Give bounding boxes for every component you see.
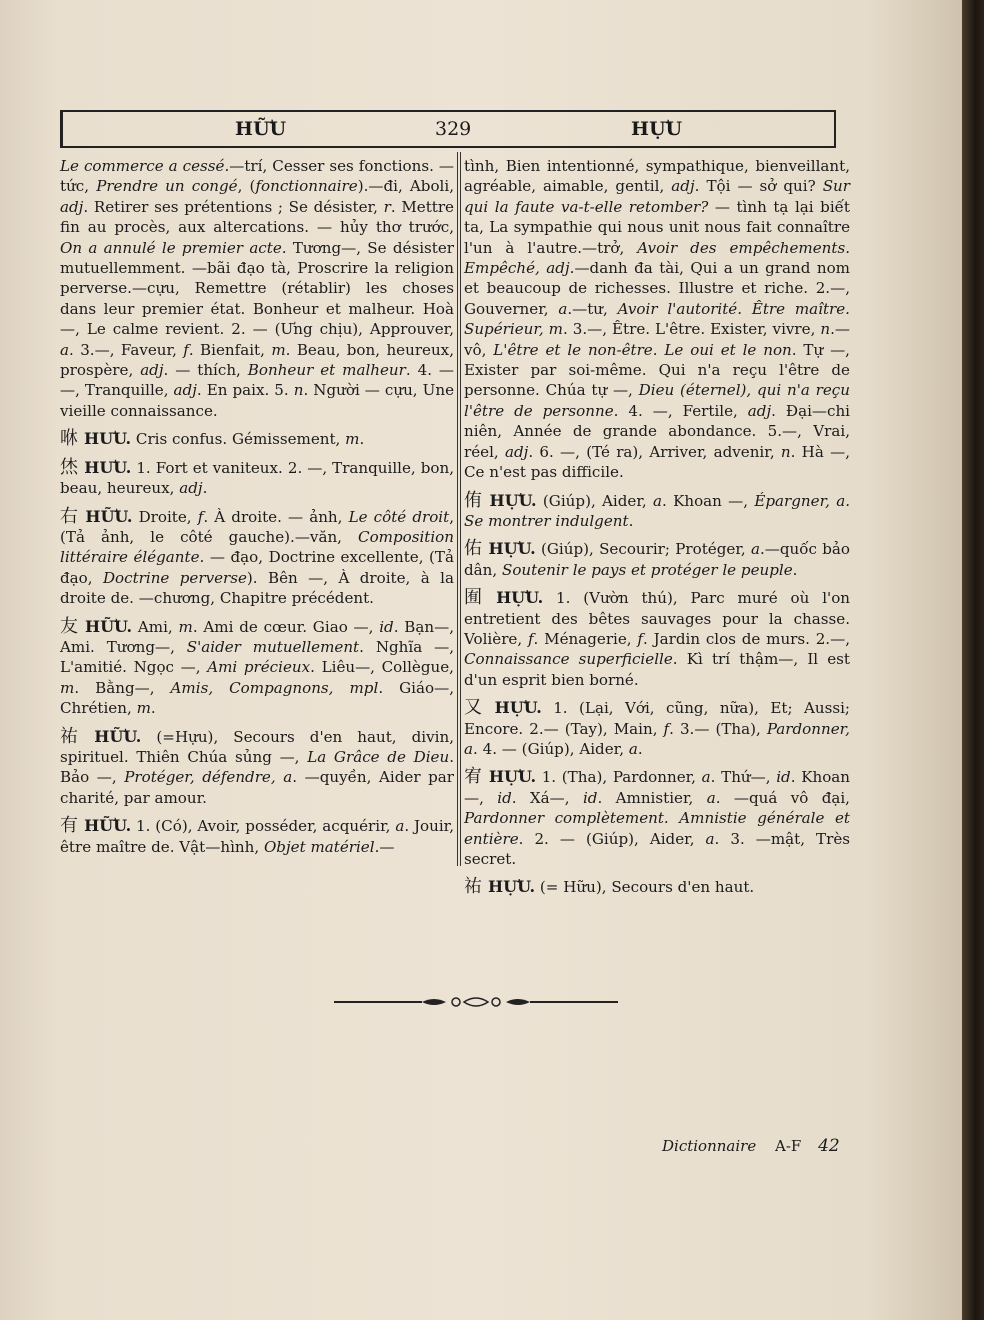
italic-text: id: [379, 617, 394, 636]
italic-text: adj: [504, 442, 529, 461]
italic-text: Ami précieux: [207, 658, 311, 677]
dictionary-entry: [60, 816, 454, 857]
italic-text: n: [780, 442, 791, 461]
ornament-rule-icon: [334, 992, 618, 1012]
italic-text: fonctionnaire: [255, 177, 358, 196]
headword-character: 咻: [60, 428, 78, 450]
header-left-word: HỮU: [235, 118, 287, 140]
entry-text: . Retirer ses prétentions ; Se désister,: [83, 197, 384, 216]
entry-text: (Giúp), Aider,: [536, 491, 653, 510]
italic-text: f: [183, 340, 189, 359]
italic-text: id: [497, 788, 512, 807]
italic-text: adj: [140, 361, 164, 380]
italic-text: Le commerce a cessé.: [60, 157, 230, 175]
headword-character: 右: [60, 505, 80, 527]
italic-text: adj: [179, 479, 203, 498]
dictionary-entry: [60, 429, 454, 449]
entry-text: .: [628, 511, 634, 530]
entry-text: . 4. —, Fertile,: [613, 401, 748, 420]
entry-text: . Hà —, Ce n'est pas difficile.: [464, 442, 850, 482]
signature-mark: A-F: [774, 1137, 802, 1155]
italic-text: a: [395, 817, 405, 836]
headword: HỮU.: [94, 726, 142, 746]
italic-text: m: [271, 340, 286, 359]
entry-text: . Beau, bon, heureux, prospère,: [60, 340, 454, 380]
entry-text: 1. (Tha), Pardonner,: [536, 768, 702, 787]
dictionary-entry: [464, 767, 850, 869]
headword: HỮU.: [84, 816, 132, 836]
entry-text: . Khoan —,: [662, 491, 755, 510]
entry-text: . Bằng—,: [74, 678, 171, 697]
entry-text: . Xá—,: [511, 788, 583, 807]
entry-text: . 3.— (Tha),: [669, 719, 767, 738]
entry-text: ).—đi, Aboli,: [357, 177, 454, 196]
headword: HỰU.: [489, 490, 537, 510]
footer-label: Dictionnaire: [662, 1137, 757, 1155]
book-binding: [962, 0, 984, 1320]
headword-character: 佑: [464, 538, 483, 560]
entry-text: tình, Bien intentionné, sympathique, bienveillant, agréable, aimable, gentil,: [464, 157, 850, 196]
italic-text: Dieu (éternel), qui n'a reçu l'être de personne: [464, 381, 850, 420]
italic-text: Avoir des empêchements. Empêché, adj: [464, 238, 850, 278]
entry-text: . À droite. — ảnh,: [203, 507, 349, 526]
dictionary-entry: [464, 491, 850, 532]
headword-character: 祐: [60, 725, 89, 747]
italic-text: a: [706, 788, 716, 807]
italic-text: m: [178, 617, 193, 636]
italic-text: Prendre un congé: [96, 177, 238, 196]
italic-text: f: [197, 507, 204, 526]
italic-text: a: [558, 299, 568, 318]
headword-character: 囿: [464, 587, 491, 609]
running-header: [60, 110, 836, 148]
italic-text: Connaissance superficielle: [464, 650, 673, 669]
entry-text: —trí, Cesser ses fonctions. — tức,: [60, 157, 454, 196]
italic-text: Amis, Compagnons, mpl: [170, 678, 379, 697]
entry-text: 1. Fort et vaniteux. 2. —, Tranquille, bon, beau, heureux,: [60, 458, 454, 498]
entry-text: . Khoan—,: [464, 768, 851, 807]
italic-text: Sur qui la faute va-t-elle retomber?: [464, 177, 850, 216]
italic-text: On a annulé le premier acte.: [60, 238, 287, 257]
italic-text: f: [527, 629, 534, 648]
headword: HỮU.: [85, 506, 133, 526]
entry-text: .: [637, 739, 643, 758]
italic-text: a: [60, 340, 69, 359]
entry-text: . 4. — —, Tranquille,: [60, 361, 455, 400]
entry-text: 1. (Lại, Với, cũng, nữa), Et; Aussi; Encore. 2.— (Tay), Main,: [464, 699, 851, 738]
headword-character: 友: [60, 615, 79, 637]
page-footer: [662, 1136, 840, 1156]
italic-text: a: [628, 739, 638, 758]
entry-text: . Tự —, Exister par soi-même. Qui n'a reçu l'être de personne. Chúa tự —,: [464, 340, 850, 400]
italic-text: adj: [173, 381, 197, 400]
entry-text: .: [359, 430, 365, 449]
entry-text: . En paix. 5.: [196, 381, 294, 400]
headword-character: 有: [60, 815, 79, 837]
entry-text: .—: [374, 837, 395, 856]
dictionary-entry: [60, 617, 454, 719]
entry-text: . 4. — (Giúp), Aider,: [473, 739, 629, 758]
page-number: 329: [435, 118, 472, 140]
entry-text: . Đại—chi niên, Année de grande abondance. 5.—, Vrai, réel,: [464, 401, 850, 461]
headword: HƯU.: [84, 457, 132, 477]
entry-text: Droite,: [132, 507, 198, 526]
entry-text: Cris confus. Gémissement,: [131, 430, 346, 449]
italic-text: n: [820, 320, 831, 339]
entry-text: . Mettre fin au procès, aux altercations. — hủy thơ trước,: [60, 197, 454, 237]
entry-text: . Nghĩa —, L'amitié. Ngọc —,: [60, 637, 455, 677]
entry-text: . Liêu—, Collègue,: [310, 658, 454, 677]
entry-text: .—quốc bảo dân,: [464, 540, 850, 579]
italic-text: adj: [671, 177, 695, 196]
headword: HỮU.: [84, 616, 133, 636]
entry-text: .: [792, 560, 798, 579]
headword: HƯU.: [84, 429, 132, 449]
headword: HỰU.: [488, 767, 537, 787]
entry-text: . Ami de cœur. Giao —,: [192, 617, 380, 636]
right-column: [464, 156, 850, 898]
entry-text: . Bảo —,: [60, 747, 454, 787]
entry-text: .: [150, 699, 156, 718]
italic-text: Le côté droit: [348, 507, 450, 526]
italic-text: Bonheur et malheur: [247, 361, 406, 380]
italic-text: m: [60, 678, 75, 697]
italic-text: adj: [747, 401, 772, 420]
italic-text: S'aider mutuellement: [186, 637, 360, 656]
headword-character: 祐: [464, 876, 482, 898]
dictionary-entry: [60, 507, 454, 609]
italic-text: a: [705, 829, 715, 848]
headword: HỰU.: [494, 698, 542, 718]
entry-text: . —quyền, Aider par charité, par amour.: [60, 768, 454, 807]
italic-text: Protéger, défendre, a: [124, 768, 293, 787]
entry-text: Ami,: [132, 617, 179, 636]
italic-text: m: [136, 699, 151, 718]
entry-text: Tương—, Se désister mutuellemment. —bãi đạo tà, Proscrire la religion perverse.—cựu, Remettre (rétablir) les choses dans leur premier état. Bonheur et malheur. Hoà —, Le calme revient. 2. — (Ưng chịu), Approuver,: [60, 238, 454, 339]
entry-text: .—tư,: [567, 299, 618, 318]
headword-character: 又: [464, 697, 489, 719]
entry-text: . Người — cựu, Une vieille connaissance.: [60, 381, 455, 420]
entry-text: . 3. —mật, Très secret.: [464, 829, 850, 868]
entry-text: . Amnistier,: [597, 788, 707, 807]
entry-text: . Jardin clos de murs. 2.—,: [642, 629, 851, 648]
entry-text: . 2. — (Giúp), Aider,: [518, 829, 706, 848]
entry-text: . 3.—, Être. L'être. Exister, vivre,: [563, 320, 821, 339]
dictionary-entry: [60, 458, 454, 499]
entry-text: . 3.—, Faveur,: [69, 340, 184, 359]
dictionary-entry: [464, 588, 850, 690]
entry-text: (=Hựu), Secours d'en haut, divin, spirituel. Thiên Chúa sủng —,: [60, 727, 455, 766]
italic-text: L'être et le non-être. Le oui et le non: [493, 340, 792, 359]
headword: HỰU.: [496, 588, 544, 608]
entry-text: . Bạn—, Ami. Tương—,: [60, 617, 454, 656]
italic-text: f: [637, 629, 643, 648]
left-column: [60, 156, 454, 857]
italic-text: Pardonner complètement. Amnistie générale et entière: [464, 809, 850, 848]
italic-text: Soutenir le pays et protéger le peuple: [501, 560, 793, 579]
entry-text: 1. (Vườn thú), Parc muré où l'on entretient des bêtes sauvages pour la chasse. Volière,: [464, 589, 851, 648]
headword-character: 宥: [464, 766, 483, 788]
dictionary-entry: [464, 877, 850, 897]
dictionary-entry: [464, 698, 850, 759]
entry-text: . — thích,: [163, 361, 248, 380]
entry-text: .—danh đa tài, Qui a un grand nom et beaucoup de richesses. Illustre et riche. 2.—, Gouverner,: [464, 259, 850, 318]
italic-text: id: [582, 788, 598, 807]
headword-character: 侑: [464, 489, 484, 511]
entry-text: — đạo, Doctrine excellente, (Tả đạo,: [60, 548, 454, 587]
italic-text: r: [383, 197, 391, 216]
entry-text: . Thứ—,: [710, 768, 777, 787]
italic-text: La Grâce de Dieu: [307, 747, 450, 766]
entry-text: , (Tả ảnh, le côté gauche).—văn,: [60, 507, 454, 546]
entry-continuation: [60, 156, 454, 421]
entry-text: . 6. —, (Té ra), Arriver, advenir,: [528, 442, 781, 461]
entry-text: . Ménagerie,: [533, 629, 638, 648]
headword: HỰU.: [488, 877, 536, 897]
italic-text: n: [293, 381, 304, 400]
sheet-number: 42: [818, 1136, 840, 1156]
entry-text: .: [202, 479, 208, 498]
italic-text: Épargner, a. Se montrer indulgent: [464, 491, 851, 530]
italic-text: Objet matériel: [263, 837, 375, 856]
entry-text: — tình tạ lại biết ta, La sympathie qui nous unit nous fait connaître l'un à l'autre.—trở,: [464, 197, 851, 257]
dictionary-entry: [60, 727, 454, 809]
italic-text: a: [653, 491, 662, 510]
entry-text: ). Bên —, À droite, à la droite de. —chương, Chapitre précédent.: [60, 568, 454, 608]
italic-text: Avoir l'autorité. Être maître. Supérieur, m: [464, 299, 850, 339]
italic-text: id: [776, 768, 791, 787]
entry-text: 1. (Có), Avoir, posséder, acquérir,: [131, 817, 396, 836]
italic-text: a: [750, 540, 760, 559]
italic-text: adj: [60, 197, 84, 216]
entry-text: , (: [237, 177, 256, 196]
italic-text: Doctrine perverse: [102, 568, 247, 587]
italic-text: a: [701, 768, 711, 787]
italic-text: m: [345, 430, 360, 449]
entry-text: . Tội — sở qui?: [694, 177, 823, 196]
entry-text: . Bienfait,: [188, 340, 272, 359]
header-right-word: HỰU: [631, 118, 683, 140]
entry-text: (= Hữu), Secours d'en haut.: [535, 878, 755, 897]
entry-text: . Jouir, être maître de. Vật—hình,: [60, 817, 455, 856]
italic-text: f: [663, 719, 670, 738]
italic-text: Composition littéraire élégante.: [60, 527, 454, 567]
entry-continuation: [464, 156, 850, 483]
headword: HỰU.: [488, 539, 536, 559]
entry-text: . Kì trí thậm—, Il est d'un esprit bien borné.: [464, 650, 850, 689]
entry-text: (Giúp), Secourir; Protéger,: [535, 540, 751, 559]
entry-text: . —quá vô đại,: [715, 788, 850, 807]
entry-text: .—vô,: [464, 320, 850, 359]
entry-text: . Giáo—, Chrétien,: [60, 678, 454, 718]
italic-text: Pardonner, a: [464, 719, 850, 758]
headword-character: 烋: [60, 456, 79, 478]
column-divider: [457, 152, 461, 866]
dictionary-entry: [464, 539, 850, 580]
